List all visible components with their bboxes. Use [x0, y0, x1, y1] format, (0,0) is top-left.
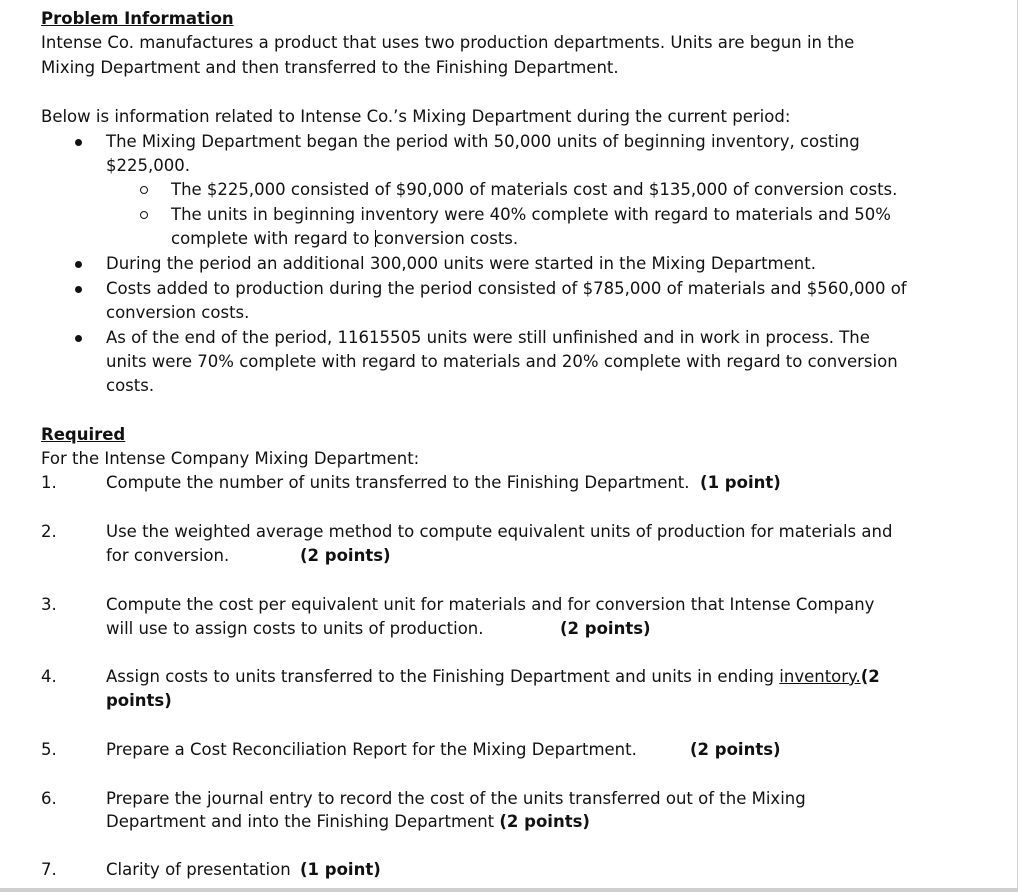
item-3-number: 3. — [41, 595, 57, 614]
bullet-3-line-1: Costs added to production during the period consisted of $785,000 of materials and $560,000 of — [106, 279, 907, 298]
item-2-points: (2 points) — [300, 546, 391, 565]
item-5-number: 5. — [41, 740, 57, 759]
item-3-points: (2 points) — [560, 619, 651, 638]
sub-bullet-icon — [140, 186, 148, 194]
item-6-points: (2 points) — [499, 812, 590, 831]
page-bottom-edge — [0, 888, 1017, 892]
item-6-text: Department and into the Finishing Department — [106, 812, 495, 831]
required-intro: For the Intense Company Mixing Department: — [41, 449, 420, 468]
bullet-icon — [75, 261, 82, 268]
bullet-icon — [75, 286, 82, 293]
item-1-label: Compute the number of units transferred to the Finishing Department. — [106, 473, 690, 492]
item-6-number: 6. — [41, 789, 57, 808]
item-7-text: Clarity of presentation — [106, 860, 291, 879]
item-4-text: Assign costs to units transferred to the Finishing Department and units in ending — [106, 667, 780, 686]
item-6-line-1: Prepare the journal entry to record the cost of the units transferred out of the Mixing — [106, 789, 806, 808]
item-3-line-1: Compute the cost per equivalent unit for materials and for conversion that Intense Company — [106, 595, 875, 614]
bullet-4-line-3: costs. — [106, 376, 155, 395]
bullet-icon — [75, 335, 82, 342]
required-heading: Required — [41, 425, 126, 444]
problem-heading: Problem Information — [41, 9, 234, 28]
sub-bullet-2-text-b: conversion costs. — [374, 229, 519, 248]
item-4-line-1 — [106, 665, 880, 689]
sub-bullet-2-text-a: complete with regard to — [171, 229, 375, 248]
sub-bullet-2-line-2 — [171, 227, 518, 251]
item-2-number: 2. — [41, 522, 57, 541]
item-1-text — [106, 471, 781, 495]
inventory-link[interactable]: inventory. — [779, 667, 861, 686]
sub-bullet-2-line-1: The units in beginning inventory were 40% complete with regard to materials and 50% — [171, 205, 891, 224]
item-7-points: (1 point) — [300, 860, 381, 879]
bullet-3-line-2: conversion costs. — [106, 303, 250, 322]
bullet-4-line-2: units were 70% complete with regard to materials and 20% complete with regard to conversion — [106, 352, 898, 371]
item-7-number: 7. — [41, 860, 57, 879]
item-4-points-b: points) — [106, 691, 172, 710]
bullet-2: During the period an additional 300,000 units were started in the Mixing Department. — [106, 254, 816, 273]
below-info-text: Below is information related to Intense Co.’s Mixing Department during the current period: — [41, 107, 791, 126]
sub-bullet-1: The $225,000 consisted of $90,000 of materials cost and $135,000 of conversion costs. — [171, 180, 898, 199]
item-5-points: (2 points) — [690, 740, 781, 759]
bullet-4-line-1: As of the end of the period, 11615505 units were still unfinished and in work in process. The — [106, 328, 870, 347]
item-2-line-2: for conversion. — [106, 546, 230, 565]
item-6-line-2 — [106, 810, 590, 834]
problem-intro-line-1: Intense Co. manufactures a product that uses two production departments. Units are begun in the — [41, 33, 855, 52]
item-1-points: (1 point) — [700, 473, 781, 492]
sub-bullet-icon — [140, 211, 148, 219]
item-1-number: 1. — [41, 473, 57, 492]
item-4-points-a: (2 — [860, 667, 880, 686]
item-3-line-2: will use to assign costs to units of production. — [106, 619, 484, 638]
problem-intro-line-2: Mixing Department and then transferred to the Finishing Department. — [41, 58, 619, 77]
item-4-number: 4. — [41, 667, 57, 686]
bullet-icon — [75, 139, 82, 146]
bullet-1-line-2: $225,000. — [106, 156, 190, 175]
bullet-1-line-1: The Mixing Department began the period with 50,000 units of beginning inventory, costing — [106, 132, 860, 151]
item-2-line-1: Use the weighted average method to compute equivalent units of production for materials and — [106, 522, 893, 541]
item-5-text: Prepare a Cost Reconciliation Report for the Mixing Department. — [106, 740, 637, 759]
